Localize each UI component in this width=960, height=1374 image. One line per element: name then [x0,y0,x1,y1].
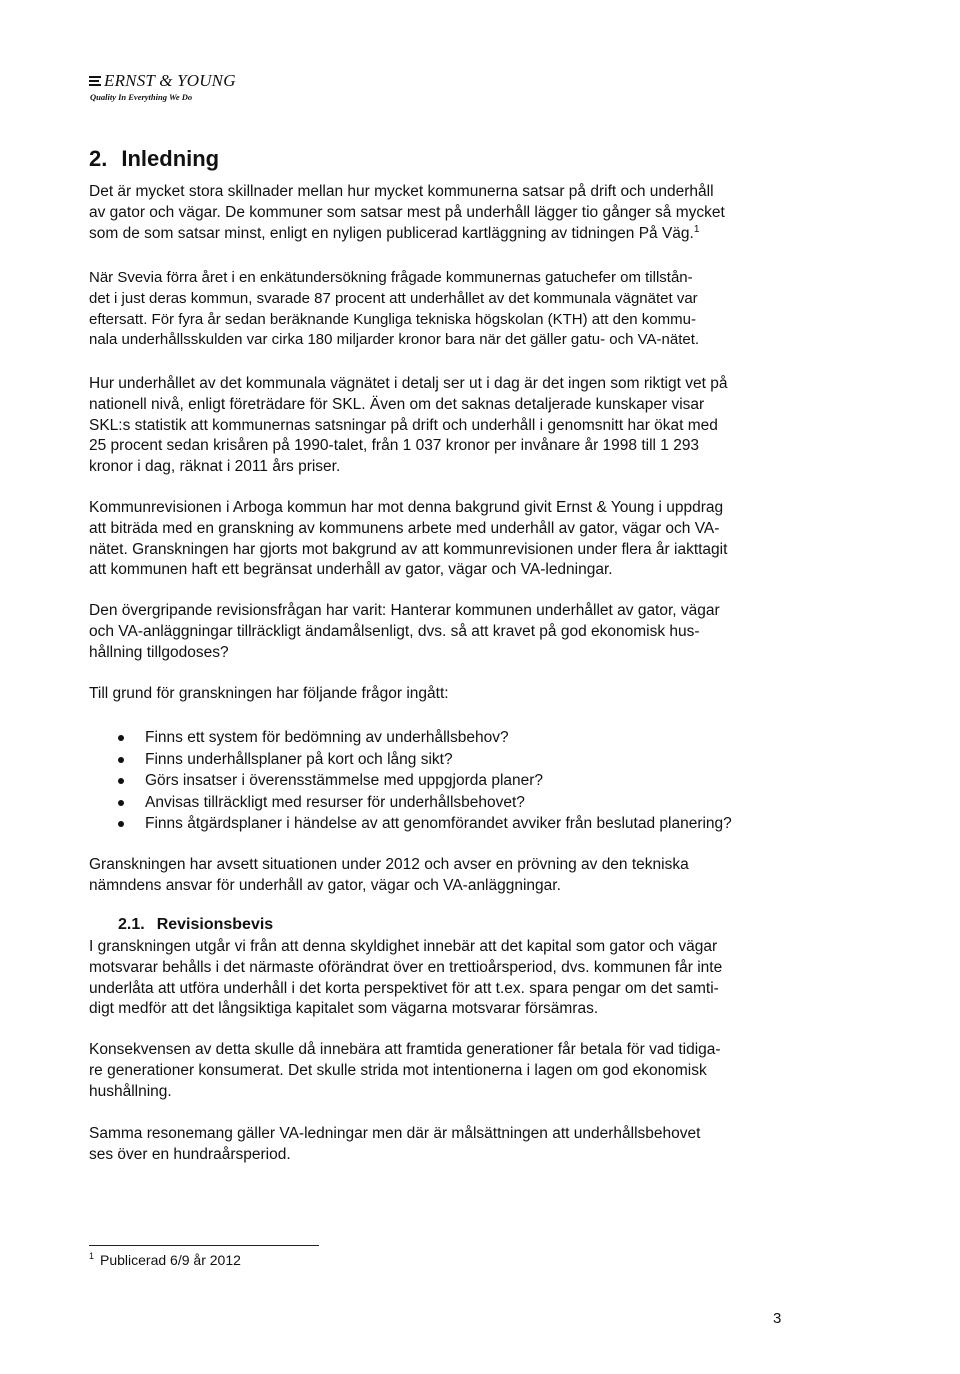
text-line: att kommunen haft ett begränsat underhåll av gator, vägar och VA-ledningar. [89,561,613,579]
text-line: ses över en hundraårsperiod. [89,1145,291,1163]
subsection-heading [118,916,273,934]
text-line: Det är mycket stora skillnader mellan hur mycket kommunerna satsar på drift och underhåll [89,183,714,200]
logo-tagline: Quality In Everything We Do [90,92,193,102]
list-item: Finns ett system för bedömning av underhållsbehov? [118,727,732,749]
list-item: Anvisas tillräckligt med resurser för underhållsbehovet? [118,792,732,814]
text-line: 25 procent sedan krisåren på 1990-talet, från 1 037 kronor per invånare år 1998 till 1 293 [89,437,700,455]
footnote [89,1252,241,1268]
text-line: Samma resonemang gäller VA-ledningar men där är målsättningen att underhållsbehovet [89,1125,701,1142]
text-line: nätet. Granskningen har gjorts mot bakgrund av att kommunrevisionen under flera år iakttagit [89,540,728,558]
section-number: 2. [89,146,108,171]
text-line: Granskningen har avsett situationen under 2012 och avser en prövning av den tekniska [89,856,689,873]
list-item: Finns underhållsplaner på kort och lång sikt? [118,749,732,771]
paragraph-revisionsbevis [89,937,849,1020]
paragraph-questions-intro [89,684,849,705]
text-line: underlåta att utföra underhåll i det korta perspektivet för att t.ex. spara pengar om det samti- [89,979,719,997]
text-line: motsvarar behålls i det närmaste oförändrat över en trettioårsperiod, dvs. kommunen får inte [89,958,723,976]
footnote-marker: 1 [89,1251,95,1262]
paragraph-skl [89,374,849,478]
text-line: digt medför att det långsiktiga kapitalet som vägarna motsvarar försämras. [89,1000,599,1018]
text-line: nämndens ansvar för underhåll av gator, vägar och VA-anläggningar. [89,876,561,894]
text-line: Konsekvensen av detta skulle då innebära att framtida generationer får betala för vad tidiga- [89,1041,721,1058]
text-line: hållning tillgodoses? [89,643,229,661]
text-line: och VA-anläggningar tillräckligt ändamålsenligt, dvs. så att kravet på god ekonomisk hus- [89,622,700,640]
text-line: som de som satsar minst, enligt en nyligen publicerad kartläggning av tidningen På Väg. [89,224,694,242]
text-line: Till grund för granskningen har följande frågor ingått: [89,685,449,702]
text-line: SKL:s statistik att kommunernas satsningar på drift och underhåll i genomsnitt har ökat med [89,416,718,434]
footnote-reference[interactable]: 1 [693,223,700,235]
text-line-with-footnote [89,224,849,245]
footnote-divider [89,1245,319,1246]
paragraph-svevia [89,268,849,351]
company-logo [89,71,236,102]
logo-text: ERNST & YOUNG [104,71,236,90]
paragraph-konsekvens [89,1040,849,1102]
text-line: Hur underhållet av det kommunala vägnätet i detalj ser ut i dag är det ingen som riktigt vet på [89,375,728,392]
section-heading [89,146,219,172]
paragraph-scope [89,855,849,897]
paragraph-kommunrevisionen [89,498,849,581]
text-line: hushållning. [89,1082,172,1100]
questions-list [118,727,732,835]
text-line: nationell nivå, enligt företrädare för SKL. Även om det saknas detaljerade kunskaper visar [89,395,705,413]
text-line: I granskningen utgår vi från att denna skyldighet innebär att det kapital som gator och vägar [89,938,718,955]
paragraph-va-ledningar [89,1124,849,1166]
paragraph-revisionsfraga [89,601,849,663]
text-line: När Svevia förra året i en enkätundersökning frågade kommunernas gatuchefer om tillstån- [89,269,693,286]
text-line: re generationer konsumerat. Det skulle strida mot intentionerna i lagen om god ekonomisk [89,1061,707,1079]
text-line: Den övergripande revisionsfrågan har varit: Hanterar kommunen underhållet av gator, vägar [89,602,720,619]
text-line: det i just deras kommun, svarade 87 procent att underhållet av det kommunala vägnätet var [89,289,698,307]
text-line: av gator och vägar. De kommuner som satsar mest på underhåll lägger tio gånger så mycket [89,203,725,221]
list-item: Görs insatser i överensstämmelse med uppgjorda planer? [118,770,732,792]
text-line: Kommunrevisionen i Arboga kommun har mot denna bakgrund givit Ernst & Young i uppdrag [89,499,724,516]
list-item: Finns åtgärdsplaner i händelse av att genomförandet avviker från beslutad planering? [118,813,732,835]
text-line: nala underhållsskulden var cirka 180 miljarder kronor bara när det gäller gatu- och VA-nätet. [89,331,700,349]
paragraph-intro [89,182,849,244]
text-line: kronor i dag, räknat i 2011 års priser. [89,458,341,476]
text-line: eftersatt. För fyra år sedan beräknande Kungliga tekniska högskolan (KTH) att den kommu- [89,310,696,328]
ey-logo-mark-icon [89,75,101,87]
subsection-number: 2.1. [118,916,145,933]
footnote-text: Publicerad 6/9 år 2012 [100,1252,241,1268]
section-title: Inledning [121,146,220,171]
subsection-title: Revisionsbevis [156,916,274,933]
text-line: att biträda med en granskning av kommunens arbete med underhåll av gator, vägar och VA- [89,519,720,537]
page-number: 3 [773,1310,782,1327]
